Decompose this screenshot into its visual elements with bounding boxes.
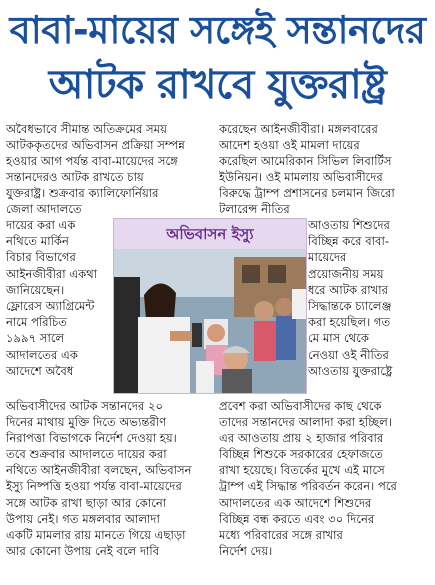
text-line: আওতায় যুক্তরাষ্ট্রে (308, 363, 393, 378)
right-column-narrow (308, 217, 429, 379)
text-line: তাদের সন্তানদের আলাদা করা হচ্ছিল। (219, 415, 392, 430)
text-line: প্রবেশ করা অভিবাসীদের কাছ থেকে (219, 399, 382, 413)
text-line: করেছেন আইনজীবীরা। মঙ্গলবারের (219, 122, 378, 136)
text-line: জেলা আদালতে (6, 202, 82, 217)
text-line: নামে পরিচিত (6, 315, 67, 330)
left-column-narrow (6, 217, 109, 379)
text-line: বিচ্ছিন্ন বন্ধ করতে এবং ৩০ দিনের (219, 511, 375, 526)
headline-line-1: বাবা-মায়ের সঙ্গেই সন্তানদের (9, 8, 426, 52)
text-line: আদেশে অবৈধ (6, 363, 74, 378)
text-line: সঙ্গে আটক রাখা ছাড়া আর কোনো (6, 495, 167, 510)
text-line: আদেশ হওয়া ওই মামলা দায়ের (219, 138, 360, 153)
text-line: বিচ্ছিন্ন শিশুকে সরকারের হেফাজতে (219, 447, 383, 462)
text-line: আওতায় শিশুদের (308, 218, 390, 232)
photo-box (113, 218, 307, 394)
text-line: করা হয়েছিল। গত (308, 315, 391, 330)
text-line: উপায় নেই। গত মঙ্গলবার আলাদা (6, 511, 160, 526)
text-line: নথিতে আইনজীবীরা বলছেন, অভিবাসন (6, 463, 192, 478)
text-line: প্রয়োজনীয় সময় (308, 266, 384, 281)
protest-photo (114, 249, 306, 393)
text-line: অবৈধভাবে সীমান্ত অতিক্রমের সময় (6, 122, 167, 136)
right-column-top (219, 121, 429, 218)
text-line: ফ্লোরেস অ্যাগ্রিমেন্ট (6, 299, 95, 314)
text-line: টলারেন্স নীতির (219, 202, 290, 217)
text-line: একটি মামলার রায় মানতে গিয়ে এছাড়া (6, 527, 186, 542)
text-line: রাখা হয়েছে। বিতর্কের মুখে এই মাসে (219, 463, 385, 478)
text-line: অভিবাসীদের আটক সন্তানদের ২০ (6, 399, 164, 413)
text-line: সন্তানদেরও আটক রাখতে চায় (6, 170, 144, 185)
text-line: বিচ্ছিন্ন করে বাবা- (308, 234, 390, 249)
text-line: ১৯৯৭ সালে (6, 331, 65, 346)
text-line: মে মাস থেকে (308, 331, 369, 346)
right-column-bottom (219, 398, 429, 559)
text-line: ইউনিয়ন। ওই মামলায় অভিবাসীদের (219, 170, 383, 185)
text-line: জানিয়েছেন। (6, 282, 65, 297)
text-line: মধ্যে পরিবারের সঙ্গে রাখার (219, 527, 343, 542)
text-line: দায়ের করা এক (6, 218, 76, 232)
text-line: মায়েদের (308, 250, 347, 265)
left-column-bottom (6, 398, 214, 559)
text-line: আটককৃতদের অভিবাসন প্রক্রিয়া সম্পন্ন (6, 138, 185, 153)
headline (0, 0, 435, 114)
text-line: নেওয়া ওই নীতির (308, 347, 389, 362)
left-column-top (6, 121, 214, 218)
text-line: নথিতে মার্কিন (6, 234, 69, 249)
text-line: বিচার বিভাগের (6, 250, 76, 265)
headline-line-2: আটক রাখবে যুক্তরাষ্ট্র (48, 62, 387, 108)
text-line: করেছিল আমেরিকান সিভিল লিবার্টিস (219, 154, 392, 169)
text-line: তবে শুক্রবার আদালতে দায়ের করা (6, 447, 167, 462)
photo-label: অভিবাসন ইস্যু (114, 219, 306, 249)
text-line: বিরুদ্ধে ট্রাম্প প্রশাসনের চলমান জিরো (219, 186, 395, 201)
text-line: আদালতের এক আদেশে শিশুদের (219, 495, 372, 510)
text-line: আইনজীবীরা একথা (6, 266, 98, 281)
text-line: এর আওতায় প্রায় ২ হাজার পরিবার (219, 431, 384, 446)
text-line: সিদ্ধান্তকে চ্যালেঞ্জ (308, 299, 392, 314)
text-line: আর কোনো উপায় নেই বলে দাবি (6, 543, 160, 558)
text-line: হওয়ার আগ পর্যন্ত বাবা-মায়েদের সঙ্গে (6, 154, 178, 169)
text-line: দিনের মাথায় মুক্তি দিতে অভ্যন্তরীণ (6, 415, 167, 430)
text-line: নির্দেশ দেয়। (219, 543, 273, 558)
text-line: নিরাপত্তা বিভাগকে নির্দেশ দেওয়া হয়। (6, 431, 177, 446)
text-line: ইস্যু নিষ্পত্তি হওয়া পর্যন্ত বাবা-মায়েদের (6, 479, 182, 494)
text-line: ট্রাম্প এই সিদ্ধান্ত পরিবর্তন করেন। পরে (219, 479, 397, 494)
text-line: যুক্তরাষ্ট্র। শুক্রবার ক্যালিফোর্নিয়ার (6, 186, 159, 201)
text-line: আদালতের এক (6, 347, 78, 362)
text-line: ধরে আটক রাখার (308, 282, 388, 297)
